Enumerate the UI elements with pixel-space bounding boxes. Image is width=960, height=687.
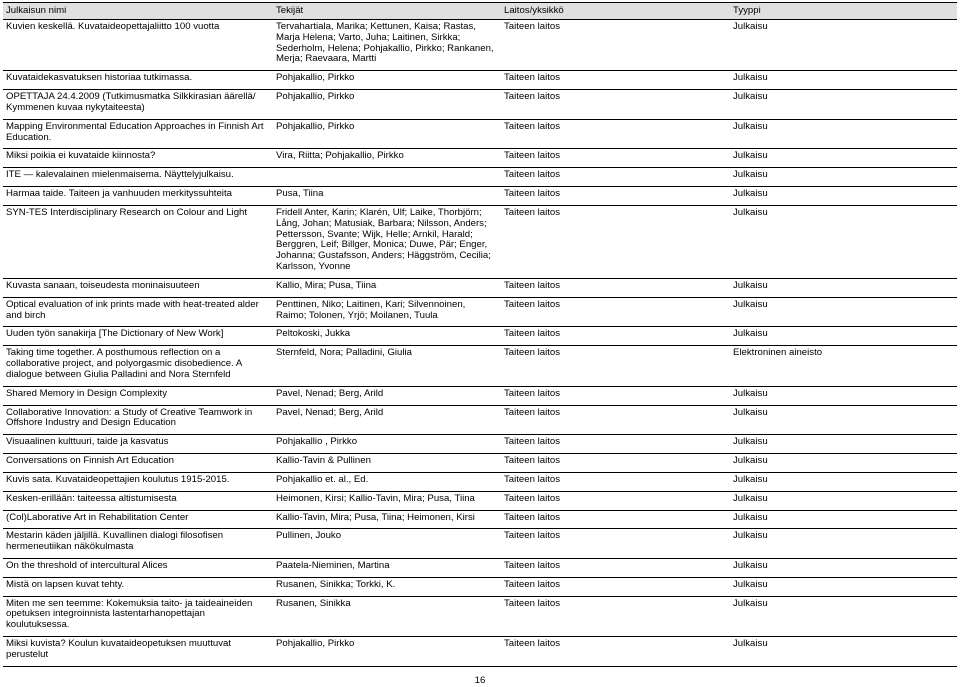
cell-type: Julkaisu (730, 405, 957, 435)
cell-type: Julkaisu (730, 168, 957, 187)
table-row (3, 637, 957, 667)
cell-unit: Taiteen laitos (501, 297, 730, 327)
table-row (3, 278, 957, 297)
column-header-unit: Laitos/yksikkö (501, 3, 730, 20)
cell-authors: Pohjakallio, Pirkko (273, 119, 501, 149)
cell-authors: Peltokoski, Jukka (273, 327, 501, 346)
cell-authors: Pullinen, Jouko (273, 529, 501, 559)
cell-unit: Taiteen laitos (501, 491, 730, 510)
cell-type: Elektroninen aineisto (730, 346, 957, 386)
cell-title: Mestarin käden jäljillä. Kuvallinen dialogi filosofisen hermeneutiikan näkökulmasta (3, 529, 273, 559)
cell-type: Julkaisu (730, 149, 957, 168)
cell-authors: Sternfeld, Nora; Palladini, Giulia (273, 346, 501, 386)
cell-unit: Taiteen laitos (501, 20, 730, 71)
cell-authors: Pusa, Tiina (273, 187, 501, 206)
cell-title: Uuden työn sanakirja [The Dictionary of New Work] (3, 327, 273, 346)
table-row (3, 346, 957, 386)
table-row (3, 297, 957, 327)
cell-type: Julkaisu (730, 510, 957, 529)
cell-title: ITE — kalevalainen mielenmaisema. Näyttelyjulkaisu. (3, 168, 273, 187)
cell-authors: Pohjakallio , Pirkko (273, 435, 501, 454)
cell-authors: Pohjakallio, Pirkko (273, 637, 501, 667)
cell-title: Collaborative Innovation: a Study of Creative Teamwork in Offshore Industry and Design Education (3, 405, 273, 435)
cell-unit: Taiteen laitos (501, 168, 730, 187)
cell-type: Julkaisu (730, 297, 957, 327)
cell-unit: Taiteen laitos (501, 149, 730, 168)
cell-title: Kuvataidekasvatuksen historiaa tutkimassa. (3, 71, 273, 90)
table-row (3, 327, 957, 346)
cell-authors: Fridell Anter, Karin; Klarén, Ulf; Laike, Thorbjörn; Lång, Johan; Matusiak, Barbara; Nilsson, Anders; Pettersson, Svante; Wijk, Helle; Arnkil, Harald; Berggren, Leif; Billger, Monica; Duwe, Pär; Enger, Johanna; Gustafsson, Anders; Häggström, Cecilia; Karlsson, Yvonne (273, 205, 501, 278)
cell-unit: Taiteen laitos (501, 472, 730, 491)
cell-unit: Taiteen laitos (501, 510, 730, 529)
table-row (3, 491, 957, 510)
cell-type: Julkaisu (730, 435, 957, 454)
cell-title: Kuvis sata. Kuvataideopettajien koulutus 1915-2015. (3, 472, 273, 491)
cell-unit: Taiteen laitos (501, 596, 730, 636)
cell-type: Julkaisu (730, 20, 957, 71)
cell-title: (Col)Laborative Art in Rehabilitation Center (3, 510, 273, 529)
table-row (3, 510, 957, 529)
cell-type: Julkaisu (730, 327, 957, 346)
cell-title: Optical evaluation of ink prints made with heat-treated alder and birch (3, 297, 273, 327)
table-row (3, 119, 957, 149)
cell-authors (273, 168, 501, 187)
cell-type: Julkaisu (730, 187, 957, 206)
cell-type: Julkaisu (730, 278, 957, 297)
cell-authors: Kallio, Mira; Pusa, Tiina (273, 278, 501, 297)
table-row (3, 205, 957, 278)
cell-authors: Pavel, Nenad; Berg, Arild (273, 386, 501, 405)
cell-type: Julkaisu (730, 90, 957, 120)
cell-type: Julkaisu (730, 472, 957, 491)
cell-unit: Taiteen laitos (501, 529, 730, 559)
cell-authors: Pohjakallio, Pirkko (273, 90, 501, 120)
cell-title: OPETTAJA 24.4.2009 (Tutkimusmatka Silkkirasian äärellä/ Kymmenen kuvaa nykytaiteesta) (3, 90, 273, 120)
cell-unit: Taiteen laitos (501, 278, 730, 297)
cell-authors: Pohjakallio, Pirkko (273, 71, 501, 90)
cell-unit: Taiteen laitos (501, 71, 730, 90)
cell-title: Miten me sen teemme: Kokemuksia taito- ja taideaineiden opetuksen integroinnista lastentarhanopettajan koulutuksessa. (3, 596, 273, 636)
column-header-title: Julkaisun nimi (3, 3, 273, 20)
cell-authors: Heimonen, Kirsi; Kallio-Tavin, Mira; Pusa, Tiina (273, 491, 501, 510)
cell-title: Conversations on Finnish Art Education (3, 454, 273, 473)
table-row (3, 472, 957, 491)
cell-type: Julkaisu (730, 71, 957, 90)
cell-authors: Tervahartiala, Marika; Kettunen, Kaisa; Rastas, Marja Helena; Varto, Juha; Laitinen, Sirkka; Sederholm, Helena; Pohjakallio, Pirkko; Rankanen, Merja; Raevaara, Martti (273, 20, 501, 71)
cell-type: Julkaisu (730, 491, 957, 510)
cell-type: Julkaisu (730, 386, 957, 405)
table-row (3, 558, 957, 577)
cell-title: Kuvasta sanaan, toiseudesta moninaisuuteen (3, 278, 273, 297)
header-row (3, 3, 957, 20)
cell-unit: Taiteen laitos (501, 558, 730, 577)
cell-authors: Pavel, Nenad; Berg, Arild (273, 405, 501, 435)
cell-authors: Pohjakallio et. al., Ed. (273, 472, 501, 491)
cell-authors: Penttinen, Niko; Laitinen, Kari; Silvennoinen, Raimo; Tolonen, Yrjö; Moilanen, Tuula (273, 297, 501, 327)
cell-title: Harmaa taide. Taiteen ja vanhuuden merkityssuhteita (3, 187, 273, 206)
cell-authors: Kallio-Tavin, Mira; Pusa, Tiina; Heimonen, Kirsi (273, 510, 501, 529)
cell-title: Visuaalinen kulttuuri, taide ja kasvatus (3, 435, 273, 454)
column-header-type: Tyyppi (730, 3, 957, 20)
cell-title: Kuvien keskellä. Kuvataideopettajaliitto 100 vuotta (3, 20, 273, 71)
cell-unit: Taiteen laitos (501, 90, 730, 120)
table-row (3, 529, 957, 559)
table-row (3, 187, 957, 206)
cell-unit: Taiteen laitos (501, 327, 730, 346)
cell-unit: Taiteen laitos (501, 346, 730, 386)
cell-unit: Taiteen laitos (501, 454, 730, 473)
table-row (3, 71, 957, 90)
cell-unit: Taiteen laitos (501, 205, 730, 278)
publications-table (3, 2, 957, 667)
cell-title: Taking time together. A posthumous reflection on a collaborative project, and polyorgasmic disobedience. A dialogue between Giulia Palladini and Nora Sternfeld (3, 346, 273, 386)
table-row (3, 596, 957, 636)
page-number: 16 (474, 675, 486, 686)
cell-authors: Paatela-Nieminen, Martina (273, 558, 501, 577)
column-header-authors: Tekijät (273, 3, 501, 20)
cell-unit: Taiteen laitos (501, 187, 730, 206)
table-row (3, 20, 957, 71)
cell-unit: Taiteen laitos (501, 637, 730, 667)
cell-type: Julkaisu (730, 119, 957, 149)
cell-unit: Taiteen laitos (501, 435, 730, 454)
cell-type: Julkaisu (730, 454, 957, 473)
table-row (3, 405, 957, 435)
cell-title: Kesken-erillään: taiteessa altistumisesta (3, 491, 273, 510)
table-row (3, 386, 957, 405)
cell-title: Miksi kuvista? Koulun kuvataideopetuksen muuttuvat perustelut (3, 637, 273, 667)
table-row (3, 454, 957, 473)
cell-authors: Rusanen, Sinikka; Torkki, K. (273, 577, 501, 596)
cell-type: Julkaisu (730, 596, 957, 636)
cell-authors: Kallio-Tavin & Pullinen (273, 454, 501, 473)
cell-title: SYN-TES Interdisciplinary Research on Colour and Light (3, 205, 273, 278)
cell-title: On the threshold of intercultural Alices (3, 558, 273, 577)
cell-unit: Taiteen laitos (501, 405, 730, 435)
table-row (3, 435, 957, 454)
table-row (3, 577, 957, 596)
cell-type: Julkaisu (730, 205, 957, 278)
cell-unit: Taiteen laitos (501, 119, 730, 149)
table-row (3, 90, 957, 120)
cell-type: Julkaisu (730, 558, 957, 577)
cell-type: Julkaisu (730, 529, 957, 559)
cell-title: Mapping Environmental Education Approaches in Finnish Art Education. (3, 119, 273, 149)
cell-title: Shared Memory in Design Complexity (3, 386, 273, 405)
cell-type: Julkaisu (730, 637, 957, 667)
table-row (3, 168, 957, 187)
cell-title: Miksi poikia ei kuvataide kiinnosta? (3, 149, 273, 168)
cell-title: Mistä on lapsen kuvat tehty. (3, 577, 273, 596)
table-row (3, 149, 957, 168)
cell-authors: Rusanen, Sinikka (273, 596, 501, 636)
cell-authors: Vira, Riitta; Pohjakallio, Pirkko (273, 149, 501, 168)
cell-unit: Taiteen laitos (501, 577, 730, 596)
cell-type: Julkaisu (730, 577, 957, 596)
cell-unit: Taiteen laitos (501, 386, 730, 405)
